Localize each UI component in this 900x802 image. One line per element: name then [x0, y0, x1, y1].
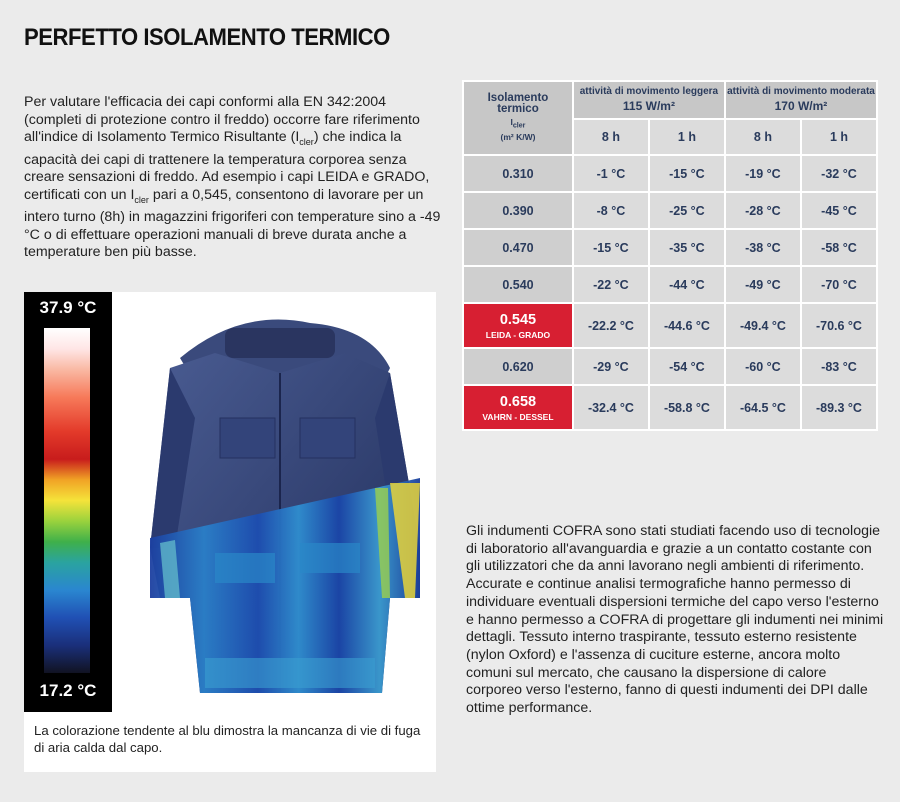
color-scale-bar — [44, 328, 90, 673]
product-name: VAHRN - DESSEL — [482, 411, 554, 422]
temperature-cell: -29 °C — [573, 348, 649, 385]
temperature-cell: -35 °C — [649, 229, 725, 266]
temperature-cell: -58.8 °C — [649, 385, 725, 430]
iso-value-cell — [463, 348, 573, 385]
iso-value-cell — [463, 303, 573, 348]
temperature-cell: -58 °C — [801, 229, 877, 266]
temperature-cell: -15 °C — [649, 155, 725, 192]
scale-min-label: 17.2 °C — [39, 681, 97, 700]
group-moderate-activity: attività di movimento moderata 170 W/m² — [725, 81, 877, 119]
group-light-activity: attività di movimento leggera 115 W/m² — [573, 81, 725, 119]
iso-value: 0.470 — [502, 240, 534, 255]
intro-paragraph: Per valutare l'efficacia dei capi conformi alla EN 342:2004 (completi di protezione contro il freddo) occorre fare riferimento all'indice di Isolamento Termico Risultante $(I_{cler})$ che indica la capacità dei capi di trattenere la temperatura corporea senza creare sensazioni di freddo. Ad esempio i capi LEIDA e GRADO, certificati con un $I_{cler}$ pari a 0,545, consentono di lavorare per un intero turno (8h) in magazzini frigoriferi con temperature sino a -49 °C o di effettuare operazioni manuali di breve durata anche a temperature ben più basse. — [24, 94, 441, 261]
temperature-cell: -44 °C — [649, 266, 725, 303]
temperature-cell: -49.4 °C — [725, 303, 801, 348]
iso-value-cell — [463, 266, 573, 303]
iso-value: 0.540 — [502, 277, 534, 292]
table-row — [463, 385, 877, 430]
temperature-cell: -83 °C — [801, 348, 877, 385]
temperature-cell: -32.4 °C — [573, 385, 649, 430]
temperature-cell: -38 °C — [725, 229, 801, 266]
temperature-cell: -60 °C — [725, 348, 801, 385]
iso-value: 0.545 — [499, 311, 537, 328]
scale-max-label: 37.9 °C — [39, 298, 97, 317]
iso-column-header: Isolamento termico $I_{cler}$ (m² K/W) — [463, 81, 573, 155]
thermal-image-panel — [24, 292, 436, 772]
temperature-cell: -64.5 °C — [725, 385, 801, 430]
table-body — [463, 155, 877, 430]
temperature-cell: -25 °C — [649, 192, 725, 229]
insulation-table — [462, 80, 878, 431]
iso-value-cell — [463, 229, 573, 266]
product-name: LEIDA - GRADO — [485, 329, 551, 340]
thermal-caption: La colorazione tendente al blu dimostra la mancanza di vie di fuga di aria calda dal capo. — [34, 723, 421, 755]
temperature-cell: -32 °C — [801, 155, 877, 192]
temperature-cell: -49 °C — [725, 266, 801, 303]
iso-value-cell — [463, 155, 573, 192]
table-row — [463, 229, 877, 266]
temperature-cell: -8 °C — [573, 192, 649, 229]
table-row — [463, 155, 877, 192]
temperature-cell: -1 °C — [573, 155, 649, 192]
temperature-cell: -70 °C — [801, 266, 877, 303]
temperature-cell: -89.3 °C — [801, 385, 877, 430]
temperature-scale — [24, 292, 112, 712]
col-1h-light: 1 h — [649, 119, 725, 155]
iso-value: 0.310 — [502, 166, 534, 181]
jacket-thermal-photo — [120, 298, 436, 708]
temperature-cell: -44.6 °C — [649, 303, 725, 348]
temperature-cell: -70.6 °C — [801, 303, 877, 348]
page-title: PERFETTO ISOLAMENTO TERMICO — [24, 24, 390, 51]
temperature-cell: -45 °C — [801, 192, 877, 229]
temperature-cell: -19 °C — [725, 155, 801, 192]
iso-value-cell — [463, 385, 573, 430]
table-row — [463, 266, 877, 303]
table-row — [463, 303, 877, 348]
col-1h-moderate: 1 h — [801, 119, 877, 155]
temperature-cell: -15 °C — [573, 229, 649, 266]
temperature-cell: -54 °C — [649, 348, 725, 385]
iso-value: 0.658 — [499, 393, 537, 410]
cofra-description: Gli indumenti COFRA sono stati studiati facendo uso di tecnologie di laboratorio all'avanguardia e grazie a un contatto costante con gli utilizzatori che da anni lavorano negli ambienti di riferimento. Accurate e continue analisi termografiche hanno permesso di individuare eventuali dispersioni termiche del capo verso l'esterno e hanno permesso a COFRA di progettare gli indumenti nei minimi dettagli. Tessuto interno traspirante, tessuto esterno resistente (nylon Oxford) e l'assenza di cuciture esterne, ancora molto comuni sul mercato, che causano la dispersione di calore corporeo verso l'esterno, fanno di questi indumenti dei DPI dalle ottime performance. — [466, 523, 884, 717]
iso-value: 0.620 — [502, 359, 534, 374]
col-8h-light: 8 h — [573, 119, 649, 155]
temperature-cell: -28 °C — [725, 192, 801, 229]
iso-value-cell — [463, 192, 573, 229]
col-8h-moderate: 8 h — [725, 119, 801, 155]
table-row — [463, 348, 877, 385]
temperature-cell: -22 °C — [573, 266, 649, 303]
temperature-cell: -22.2 °C — [573, 303, 649, 348]
table-row — [463, 192, 877, 229]
iso-value: 0.390 — [502, 203, 534, 218]
